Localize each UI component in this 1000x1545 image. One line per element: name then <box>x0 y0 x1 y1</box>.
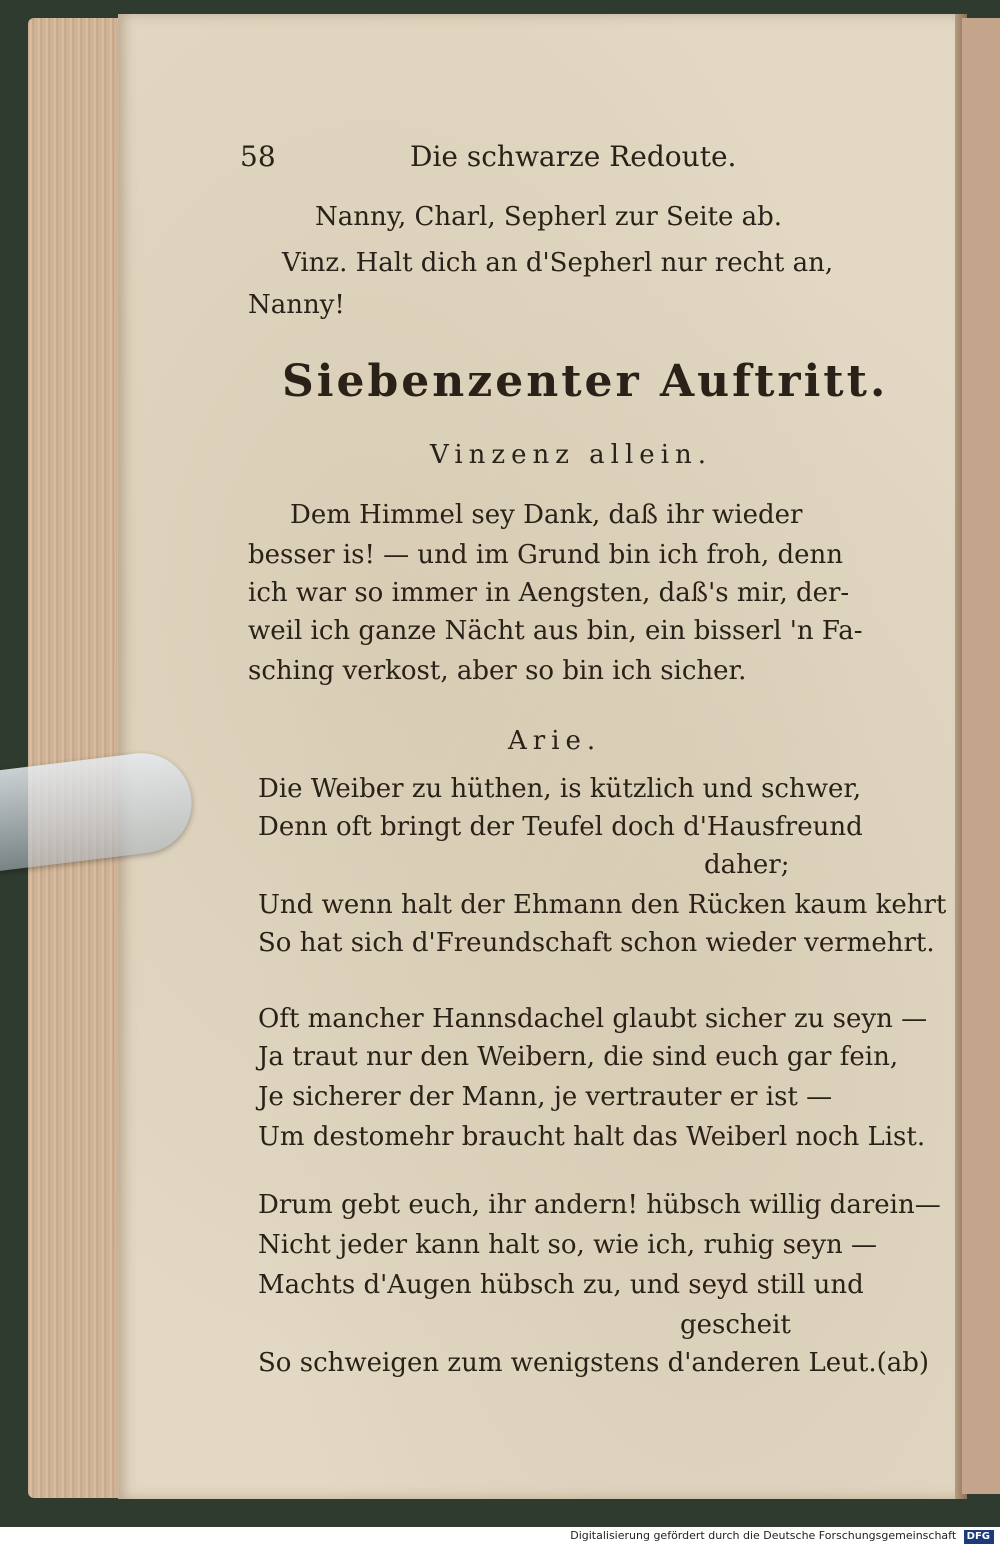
monologue-line: besser is! — und im Grund bin ich froh, denn <box>248 540 844 570</box>
verse-line: Ja traut nur den Weibern, die sind euch gar fein, <box>258 1042 899 1072</box>
verse-line: Und wenn halt der Ehmann den Rücken kaum kehrt <box>258 890 947 920</box>
footer-credit: Digitalisierung gefördert durch die Deutsche Forschungsgemeinschaft <box>570 1529 957 1542</box>
verse-line: Die Weiber zu hüthen, is kützlich und schwer, <box>258 774 862 804</box>
verse-line: daher; <box>704 850 790 880</box>
verse-line: gescheit <box>680 1310 791 1340</box>
monologue-line: Dem Himmel sey Dank, daß ihr wieder <box>290 500 803 530</box>
aria-title: Arie. <box>508 726 602 756</box>
verse-line: Um destomehr braucht halt das Weiberl noch List. <box>258 1122 926 1152</box>
verse-line: Denn oft bringt der Teufel doch d'Hausfreund <box>258 812 863 842</box>
running-title: Die schwarze Redoute. <box>410 140 737 173</box>
scene-characters: Vinzenz allein. <box>430 440 713 470</box>
verse-line: Machts d'Augen hübsch zu, und seyd still und <box>258 1270 864 1300</box>
verse-line: So schweigen zum wenigstens d'anderen Leut.(ab) <box>258 1348 930 1378</box>
verse-line: Oft mancher Hannsdachel glaubt sicher zu seyn — <box>258 1004 928 1034</box>
monologue-line: sching verkost, aber so bin ich sicher. <box>248 656 747 686</box>
verse-line: Nicht jeder kann halt so, wie ich, ruhig seyn — <box>258 1230 878 1260</box>
verse-line: Je sicherer der Mann, je vertrauter er ist — <box>258 1082 833 1112</box>
verse-line: Drum gebt euch, ihr andern! hübsch willig darein— <box>258 1190 941 1220</box>
page-header <box>240 140 880 180</box>
scene-heading: Siebenzenter Auftritt. <box>282 356 889 407</box>
dfg-logo: DFG <box>964 1530 994 1544</box>
speech-line: Vinz. Halt dich an d'Sepherl nur recht an, <box>282 248 834 278</box>
speech-line: Nanny! <box>248 290 345 320</box>
monologue-line: weil ich ganze Nächt aus bin, ein bisserl 'n Fa- <box>248 616 863 646</box>
page-number: 58 <box>240 140 276 173</box>
verse-line: So hat sich d'Freundschaft schon wieder vermehrt. <box>258 928 935 958</box>
stage-direction: Nanny, Charl, Sepherl zur Seite ab. <box>315 202 783 232</box>
facing-page-edge <box>962 18 1000 1494</box>
footer-bar <box>0 1527 1000 1545</box>
monologue-line: ich war so immer in Aengsten, daß's mir, der- <box>248 578 850 608</box>
